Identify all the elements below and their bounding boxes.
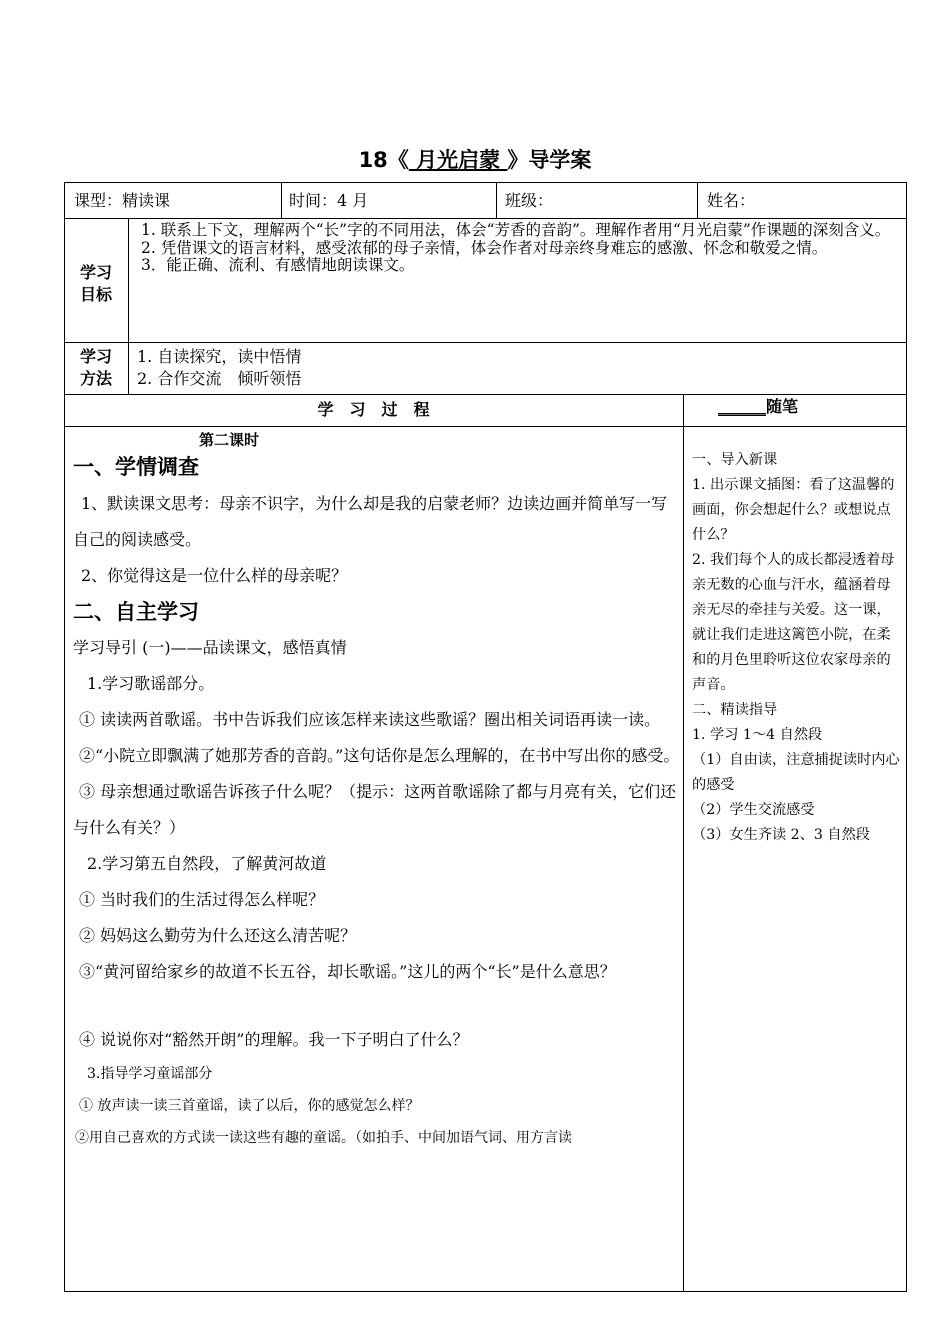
note-item: （2）学生交流感受 [692,802,815,818]
question: 1、默读课文思考：母亲不识字，为什么却是我的启蒙老师？边读边画并简单写一写自己的阅读感受。 [73,494,668,549]
note-item: 1. 学习 1～4 自然段 [692,727,823,743]
note-item: 2. 我们每个人的成长都浸透着母亲无数的心血与汗水，蕴涵着母亲无尽的牵挂与关爱。这一课，就让我们走进这篱笆小院，在柔和的月色里聆听这位农家母亲的声音。 [692,552,895,693]
step-heading: 3.指导学习童谣部分 [87,1066,213,1082]
goals-list [137,222,907,275]
note-item: 一、导入新课 [692,452,778,468]
notes-column [692,448,902,848]
question: ②“小院立即飘满了她那芳香的音韵。”这句话你是怎么理解的，在书中写出你的感受。 [79,746,680,765]
student-name-field: 姓名： [707,191,756,210]
col-divider-labels [128,218,129,394]
method-item: 2. 合作交流 倾听领悟 [137,369,302,388]
process-header: 学 习 过 程 [317,400,430,419]
section-heading: 一、学情调查 [73,455,199,479]
question: ③ 母亲想通过歌谣告诉孩子什么呢？（提示：这两首歌谣除了都与月亮有关，它们还与什么有关？） [73,782,677,837]
goals-label: 学习 目标 [79,263,112,304]
title-prefix: 18《 [358,148,409,172]
question: ① 当时我们的生活过得怎么样呢？ [79,890,325,909]
methods-list [137,346,301,390]
question: 2、你觉得这是一位什么样的母亲呢？ [81,566,348,585]
col-divider-notes [683,394,684,1292]
study-process [73,430,681,1154]
note-item: 1. 出示课文插图：看了这温馨的画面，你会想起什么？或想说点什么？ [692,477,895,543]
method-item: 1. 自读探究，读中悟情 [137,347,302,366]
col-divider-info-3 [697,182,698,218]
question: ③“黄河留给家乡的故道不长五谷，却长歌谣。”这儿的两个“长”是什么意思？ [79,962,616,981]
title-suffix: 》导学案 [507,148,592,172]
row-divider-info [64,218,907,219]
question: ① 读读两首歌谣。书中告诉我们应该怎样来读这些歌谣？圈出相关词语再读一读。 [79,710,661,729]
methods-label: 学习 方法 [79,347,112,388]
row-divider-header [64,426,907,427]
section-heading: 二、自主学习 [73,600,199,624]
question: ② 妈妈这么勤劳为什么还这么清苦呢？ [79,926,357,945]
row-divider-methods [64,394,907,395]
lesson-number: 第二课时 [199,431,260,449]
title-lesson-name: 月光启蒙 [408,148,508,172]
class-field: 班级： [505,191,554,210]
goal-item: 1. 联系上下文，理解两个“长”字的不同用法，体会“芳香的音韵”。理解作者用“月光启蒙”作课题的深刻含义。 [141,221,891,239]
guide-heading: 学习导引 (一)——品读课文，感悟真情 [73,638,347,657]
goal-item: 3．能正确、流利、有感情地朗读课文。 [141,256,415,274]
question: ④ 说说你对“豁然开朗”的理解。我一下子明白了什么？ [79,1030,469,1049]
lesson-time: 时间：4 月 [289,191,369,210]
lesson-type: 课型：精读课 [74,191,171,210]
goal-item: 2. 凭借课文的语言材料，感受浓郁的母子亲情，体会作者对母亲终身难忘的感激、怀念和敬爱之情。 [141,238,828,257]
question: ②用自己喜欢的方式读一读这些有趣的童谣。（如拍手、中间加语气词、用方言读 [75,1130,572,1146]
note-item: （1）自由读，注意捕捉读时内心的感受 [692,752,900,793]
step-heading: 2.学习第五自然段，了解黄河故道 [87,854,327,873]
question: ① 放声读一读三首童谣，读了以后，你的感觉怎么样？ [79,1098,420,1114]
note-item: 二、精读指导 [692,702,778,718]
col-divider-info-2 [496,182,497,218]
row-divider-goals [64,342,907,343]
col-divider-info-1 [281,182,282,218]
page-title [0,144,950,174]
step-heading: 1.学习歌谣部分。 [87,674,215,693]
notes-header: ______随笔 [718,397,799,416]
note-item: （3）女生齐读 2、3 自然段 [692,827,870,843]
